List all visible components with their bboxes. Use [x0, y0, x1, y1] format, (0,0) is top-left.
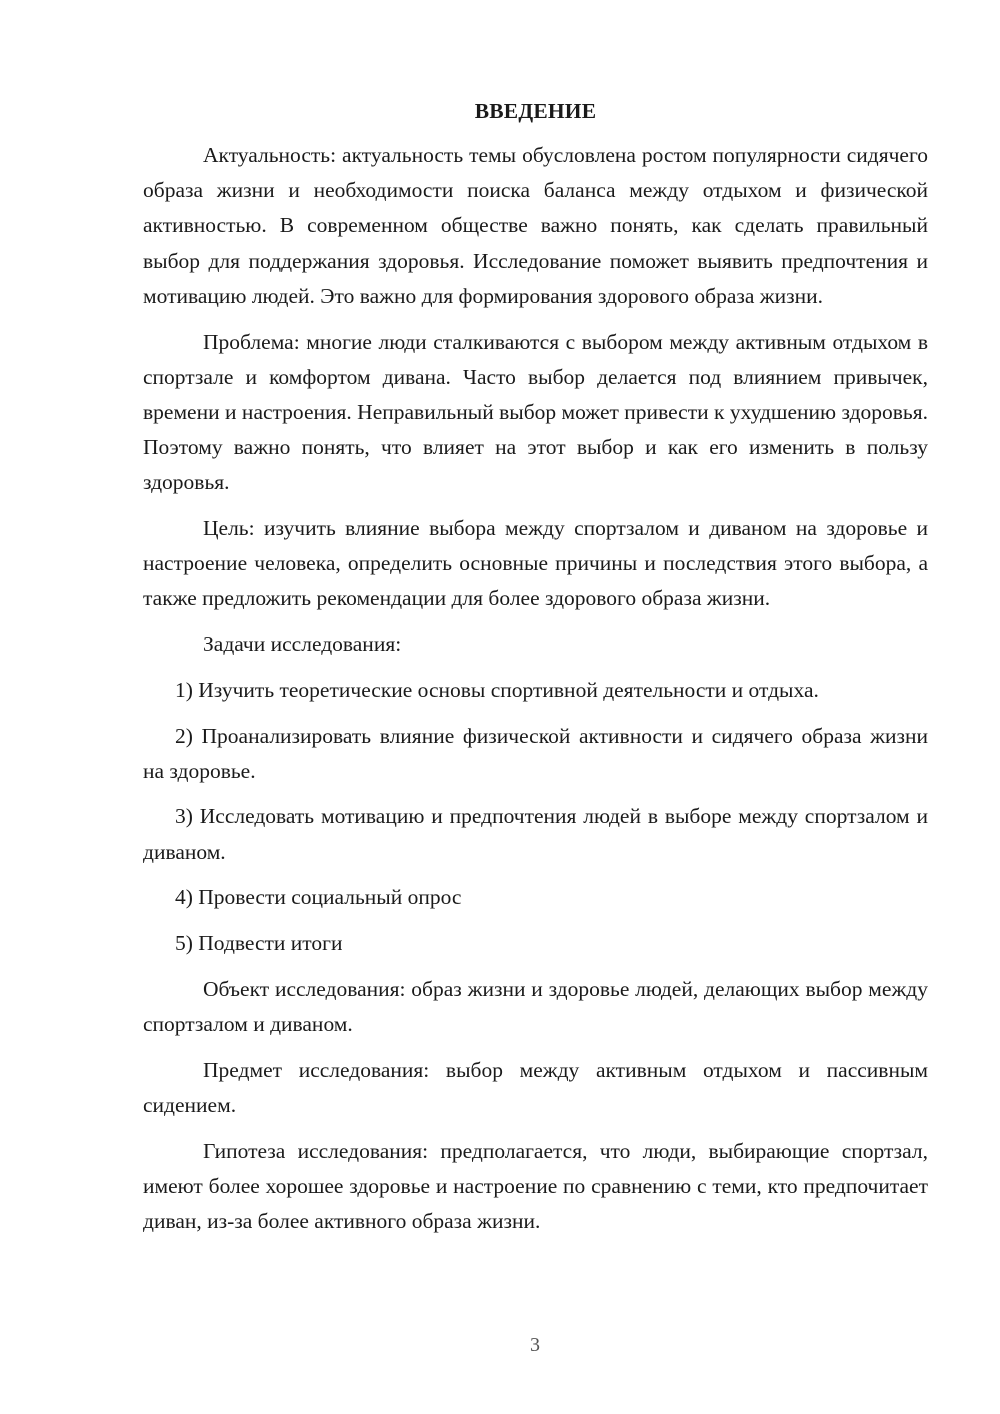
paragraph-problem: Проблема: многие люди сталкиваются с выбором между активным отдыхом в спортзале и комфортом дивана. Часто выбор делается под влиянием привычек, времени и настроения. Неправильный выбор может привести к ухудшению здоровья. Поэтому важно понять, что влияет на этот выбор и как его изменить в пользу здоровья.: [143, 329, 928, 495]
task-item-4: 4) Провести социальный опрос: [175, 885, 462, 910]
task-item-3: 3) Исследовать мотивацию и предпочтения людей в выборе между спортзалом и диваном.: [143, 804, 928, 864]
document-page: [143, 96, 928, 1239]
task-item-2: 2) Проанализировать влияние физической активности и сидячего образа жизни на здоровье.: [143, 723, 928, 783]
paragraph-goal: Цель: изучить влияние выбора между спортзалом и диваном на здоровье и настроение человека, определить основные причины и последствия этого выбора, а также предложить рекомендации для более здорового образа жизни.: [143, 516, 928, 611]
paragraph-tasks-heading: Задачи исследования:: [203, 632, 402, 657]
paragraph-object: Объект исследования: образ жизни и здоровье людей, делающих выбор между спортзалом и диваном.: [143, 976, 928, 1036]
task-item-5: 5) Подвести итоги: [175, 931, 343, 956]
paragraph-relevance: Актуальность: актуальность темы обусловлена ростом популярности сидячего образа жизни и необходимости поиска баланса между отдыхом и физической активностью. В современном обществе важно понять, как сделать правильный выбор для поддержания здоровья. Исследование поможет выявить предпочтения и мотивацию людей. Это важно для формирования здорового образа жизни.: [143, 143, 928, 308]
page-number: 3: [530, 1334, 540, 1356]
task-item-1: 1) Изучить теоретические основы спортивной деятельности и отдыха.: [175, 677, 819, 702]
paragraph-subject: Предмет исследования: выбор между активным отдыхом и пассивным сидением.: [143, 1057, 928, 1117]
page-title: ВВЕДЕНИЕ: [474, 99, 597, 123]
paragraph-hypothesis: Гипотеза исследования: предполагается, что люди, выбирающие спортзал, имеют более хорошее здоровье и настроение по сравнению с теми, кто предпочитает диван, из-за более активного образа жизни.: [143, 1138, 928, 1233]
